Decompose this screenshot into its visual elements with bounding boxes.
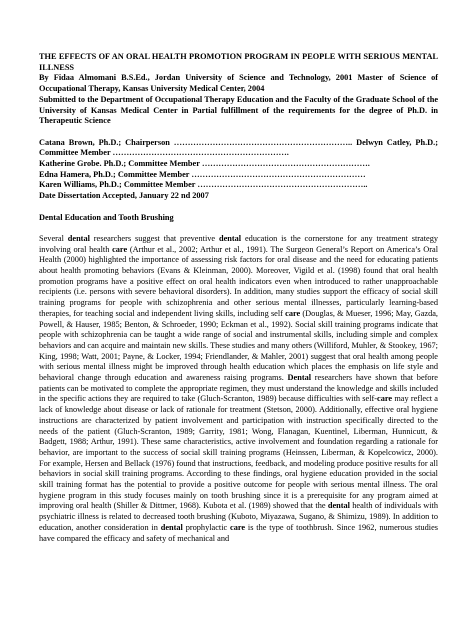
committee-member: Catana Brown, Ph.D.; Chairperson ……………………………………………………….. Delwyn Catley, Ph.D.; Committee Member ………………………………………………………. bbox=[39, 137, 438, 158]
body-text-segment: researchers suggest that preventive bbox=[89, 233, 219, 243]
body-text-segment: (Arthur et al., 2002; Arthur et al., 1991). The Surgeon General’s Report on America’s Oral Health (2000) highlighted the importance of assessing risk factors for oral disease and the need for educating patients about health promoting behaviors (Evans & Kleinman, 2000). Moreover, Vigild et al. (1998) found that oral health promotion programs have a positive effect on oral health indicators even when introduced to rather unapproachable recipients (i.e. persons with severe behavioral disorders). In addition, many studies support the efficacy of social skill training programs for people with schizophrenia and other serious mental illnesses, particularly learning-based therapies, for teaching social and independent living skills, including self bbox=[39, 244, 438, 318]
document-title: THE EFFECTS OF AN ORAL HEALTH PROMOTION PROGRAM IN PEOPLE WITH SERIOUS MENTAL ILLNESS bbox=[39, 52, 438, 72]
body-text-segment: may reflect a lack of knowledge about disease or lack of rationale for treatment (Stetson, 2000). Additionally, effective oral hygiene instructions are characterized by patient involvement and participation with instruction specifically directed to the needs of the patient (Gluch-Scranton, 1989; Garrity, 1981; Wong, Flanagan, Kuentinel, Liberman, Hunnicutt, & Badgett, 1988; Arthur, 1991). These same characteristics, active involvement and foundation regarding a rationale for behavior, are important to the success of social skill training programs (Heinssen, Liberman, & Kopelcowicz, 2000). For example, Hersen and Bellack (1976) found that instructions, feedback, and modeling produce positive results for all behaviors in social skill training programs. According to these findings, oral hygiene education provided in the social skill training format has the potential to provide a positive outcome for people with serious mental illness. The oral hygiene program in this study focuses mainly on tooth brushing since it is a prerequisite for any program aimed at improving oral health (Shiller & Dittmer, 1968). Kubota et al. (1989) showed that the bbox=[39, 394, 438, 511]
highlighted-keyword: care bbox=[230, 522, 246, 532]
highlighted-keyword: dental bbox=[160, 522, 183, 532]
highlighted-keyword: Dental bbox=[287, 373, 312, 383]
committee-list bbox=[39, 138, 438, 202]
committee-member: Katherine Grobe. Ph.D.; Committee Member ……………………………………………………. bbox=[39, 159, 370, 169]
body-text-segment: is the type of toothbrush. Since 1962, numerous studies have compared the efficacy and safety of mechanical and bbox=[39, 522, 438, 543]
body-paragraph bbox=[39, 234, 438, 544]
submission-statement: Submitted to the Department of Occupational Therapy Education and the Faculty of the Graduate School of the University of Kansas Medical Center in Partial fulfillment of the requirements for the degree of Ph.D. in Therapeutic Science bbox=[39, 94, 438, 126]
highlighted-keyword: care bbox=[112, 244, 128, 254]
body-text-segment: education is the cornerstone for any treatment strategy involving oral health bbox=[39, 233, 439, 254]
body-text-segment: (Douglas, & Mueser, 1996; May, Gazda, Powell, & Hauser, 1985; Benton, & Schroeder, 1990; Eckman et al., 1992). Social skill training programs indicate that people with schizophrenia can be taught a wide range of social and instrumental skills, including simple and complex behaviors and can acquire and maintain new skills. These studies and many others (Williford, Muhler, & Stookey, 1967; King, 1998; Watt, 2001; Payne, & Locker, 1994; Friendlander, & Mahler, 2001) suggest that oral health among people with serious mental illness might be improved through health education which places the emphasis on life style and behavioral change through education and awareness raising programs. bbox=[39, 308, 438, 383]
highlighted-keyword: care bbox=[377, 394, 393, 404]
body-text-segment: prophylactic bbox=[182, 522, 231, 532]
body-text-segment: researchers have shown that before patients can be motivated to complete the appropriate regimen, they must understand the knowledge and skills included in the specific actions they are required to take (Gluch-Scranton, 1989) because difficulties with self- bbox=[39, 373, 438, 404]
title-block bbox=[39, 52, 438, 127]
highlighted-keyword: care bbox=[285, 308, 301, 318]
committee-member: Karen Williams, Ph.D.; Committee Member …………………………………………………….. bbox=[39, 180, 368, 190]
section-heading: Dental Education and Tooth Brushing bbox=[39, 212, 174, 222]
body-text-segment: Several bbox=[39, 233, 68, 243]
committee-member: Edna Hamera, Ph.D.; Committee Member ……………………………………………………… bbox=[39, 169, 366, 179]
acceptance-date: Date Dissertation Accepted, January 22 nd 2007 bbox=[39, 191, 209, 201]
highlighted-keyword: dental bbox=[327, 501, 350, 511]
author-credentials: By Fidaa Almomani B.S.Ed., Jordan University of Science and Technology, 2001 Master of Science of Occupational Therapy, Kansas University Medical Center, 2004 bbox=[39, 73, 438, 94]
highlighted-keyword: dental bbox=[67, 233, 90, 243]
body-text-segment: health of individuals with psychiatric illness is related to decreased tooth brushing (Kuboto, Miyazawa, Sugano, & Shimizu, 1989). In addition to education, another consideration in bbox=[39, 501, 438, 532]
highlighted-keyword: dental bbox=[218, 233, 242, 243]
